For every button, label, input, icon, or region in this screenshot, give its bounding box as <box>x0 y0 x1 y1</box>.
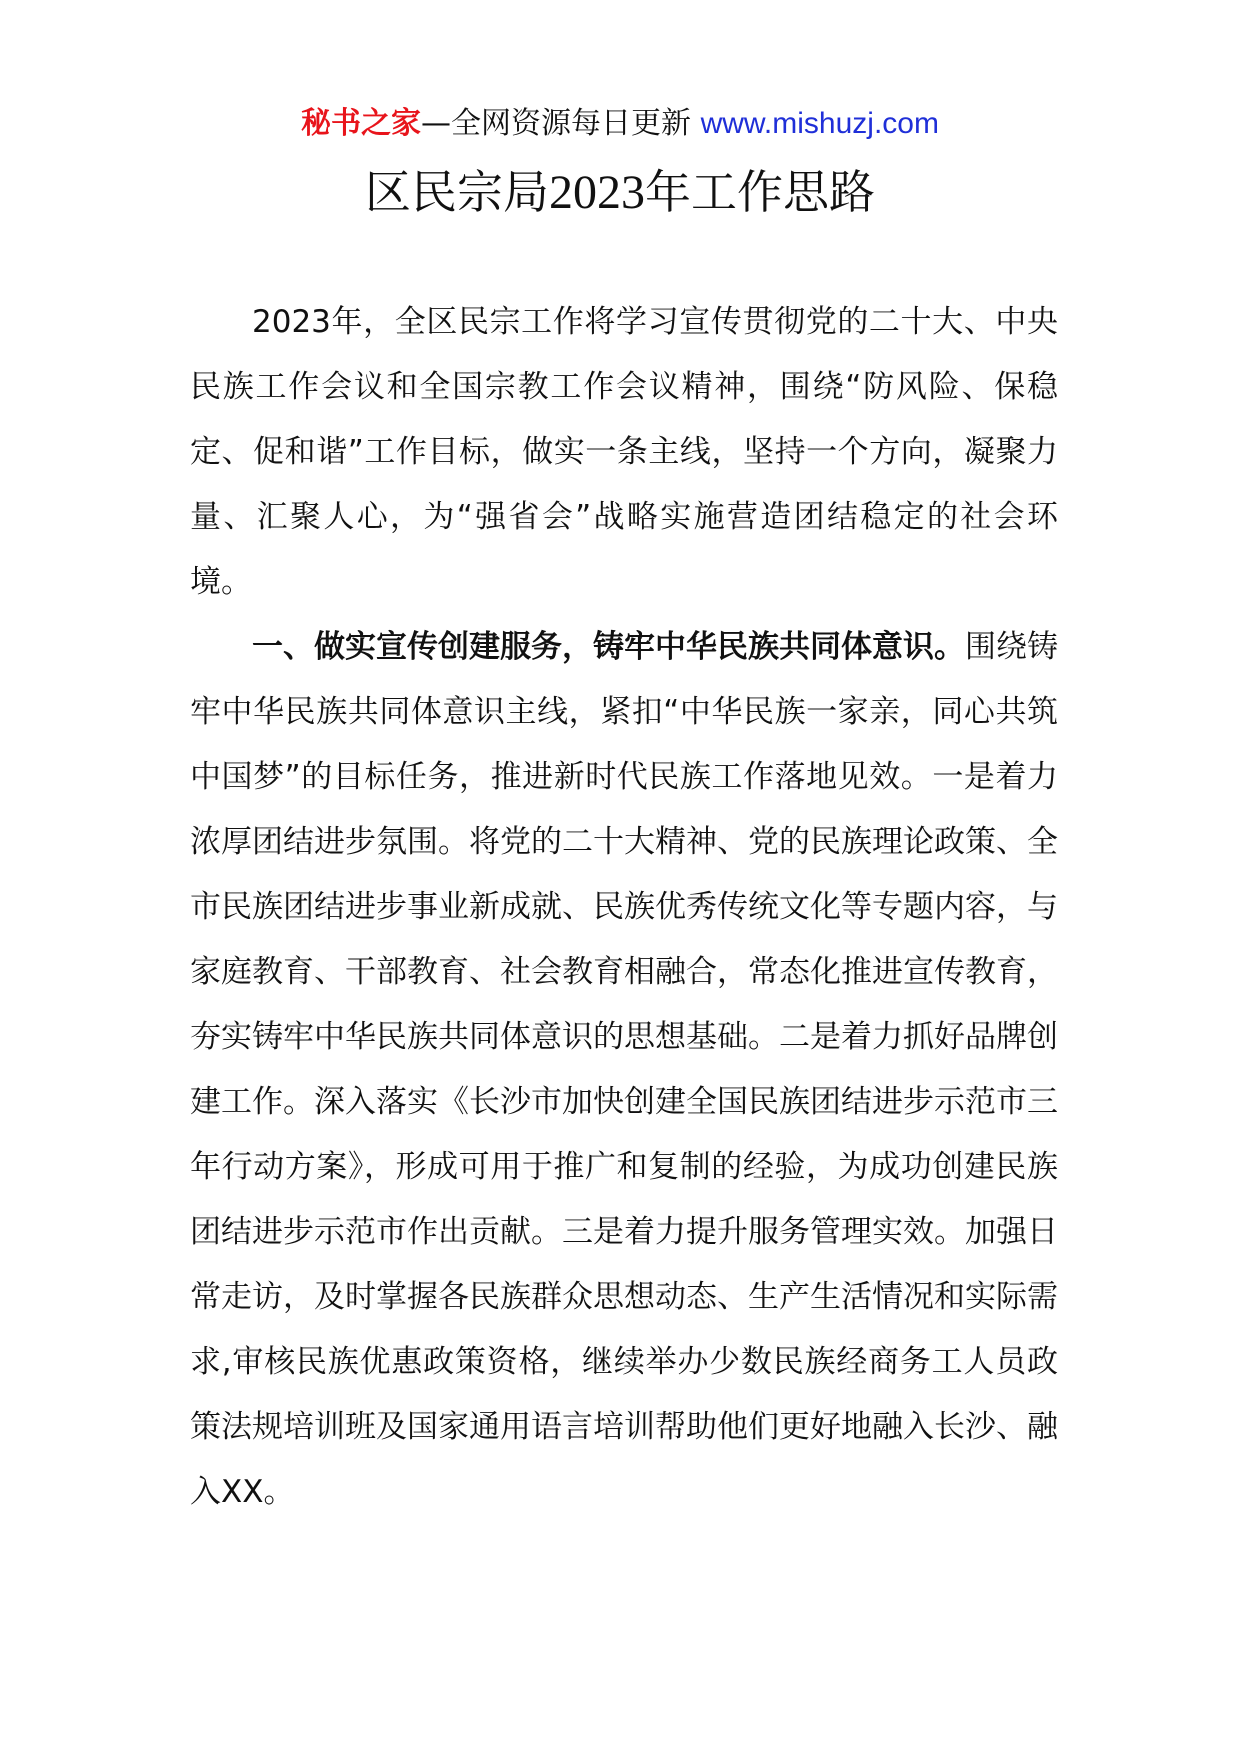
site-banner <box>0 102 1240 146</box>
document-body <box>190 290 1058 1525</box>
section-1-body: 围绕铸牢中华民族共同体意识主线，紧扣“中华民族一家亲，同心共筑中国梦”的目标任务，推进新时代民族工作落地见效。一是着力浓厚团结进步氛围。将党的二十大精神、党的民族理论政策、全市民族团结进步事业新成就、民族优秀传统文化等专题内容，与家庭教育、干部教育、社会教育相融合，常态化推进宣传教育，夯实铸牢中华民族共同体意识的思想基础。二是着力抓好品牌创建工作。深入落实《长沙市加快创建全国民族团结进步示范市三年行动方案》，形成可用于推广和复制的经验，为成功创建民族团结进步示范市作出贡献。三是着力提升服务管理实效。加强日常走访，及时掌握各民族群众思想动态、生产生活情况和实际需求,审核民族优惠政策资格，继续举办少数民族经商务工人员政策法规培训班及国家通用语言培训帮助他们更好地融入长沙、融入XX。 <box>190 629 1058 1510</box>
title-prefix: 区民宗局 <box>365 165 549 219</box>
site-url-link[interactable]: www.mishuzj.com <box>700 107 939 140</box>
section-1-heading: 一、做实宣传创建服务，铸牢中华民族共同体意识。 <box>252 629 965 665</box>
intro-paragraph: 2023年，全区民宗工作将学习宣传贯彻党的二十大、中央民族工作会议和全国宗教工作会议精神，围绕“防风险、保稳定、促和谐”工作目标，做实一条主线，坚持一个方向，凝聚力量、汇聚人心，为“强省会”战略实施营造团结稳定的社会环境。 <box>190 304 1058 600</box>
site-name: 秘书之家 <box>301 106 422 141</box>
site-tagline: —全网资源每日更新 <box>421 106 701 141</box>
title-year: 2023 <box>549 166 645 219</box>
document-title <box>0 160 1240 225</box>
section-1-paragraph <box>190 615 1058 1525</box>
title-suffix: 年工作思路 <box>645 165 875 219</box>
